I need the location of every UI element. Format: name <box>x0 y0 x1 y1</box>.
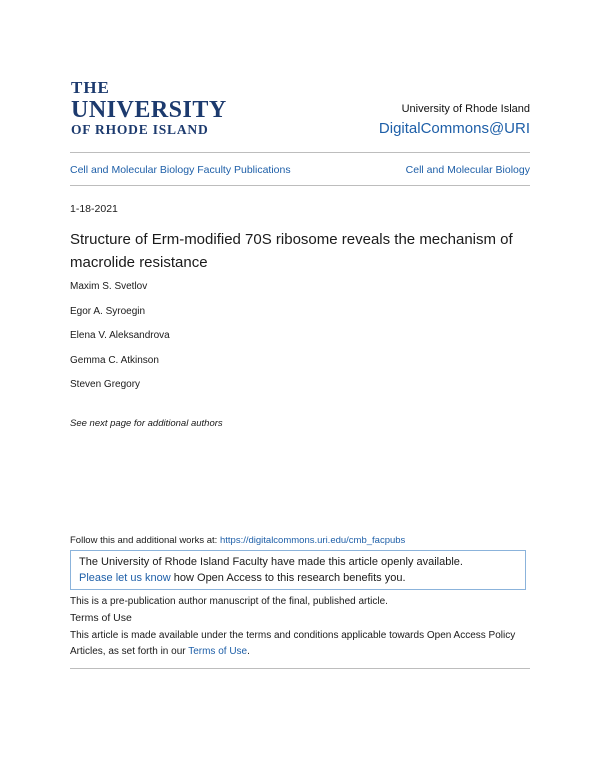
terms-heading: Terms of Use <box>70 612 132 624</box>
logo-line-university: UNIVERSITY <box>71 97 227 123</box>
feedback-link[interactable]: Please let us know <box>79 571 171 584</box>
notice-line-2-text: how Open Access to this research benefits you. <box>170 571 406 584</box>
author-item: Elena V. Aleksandrova <box>70 330 170 341</box>
publication-date: 1-18-2021 <box>70 203 118 215</box>
logo-line-rhode-island: OF RHODE ISLAND <box>71 122 209 137</box>
footer-divider <box>70 668 530 669</box>
paper-title: Structure of Erm-modified 70S ribosome reveals the mechanism of macrolide resistance <box>70 231 513 271</box>
terms-body: This article is made available under the terms and conditions applicable towards Open Access Policy Articles, as set forth in our <box>70 630 516 657</box>
nav-divider <box>70 185 530 186</box>
terms-end: . <box>247 646 250 657</box>
author-item: Steven Gregory <box>70 379 141 390</box>
terms-text <box>70 628 540 660</box>
open-access-notice <box>70 550 526 590</box>
header-divider <box>70 152 530 153</box>
follow-link[interactable]: https://digitalcommons.uri.edu/cmb_facpubs <box>219 535 406 546</box>
logo-line-the: THE <box>71 78 110 97</box>
terms-of-use-link[interactable]: Terms of Use <box>188 646 248 657</box>
additional-authors-note: See next page for additional authors <box>70 418 223 429</box>
notice-line-1: The University of Rhode Island Faculty have made this article openly available. <box>79 556 463 568</box>
prepublication-note: This is a pre-publication author manuscript of the final, published article. <box>70 596 388 607</box>
follow-prefix: Follow this and additional works at: <box>70 535 220 546</box>
collection-link[interactable]: Cell and Molecular Biology Faculty Publications <box>70 164 291 176</box>
author-item: Gemma C. Atkinson <box>70 354 159 366</box>
department-link[interactable]: Cell and Molecular Biology <box>405 164 530 176</box>
author-item: Maxim S. Svetlov <box>70 281 148 292</box>
author-list <box>70 280 170 403</box>
author-item: Egor A. Syroegin <box>70 305 146 317</box>
notice-line-2 <box>79 571 517 587</box>
institution-name: University of Rhode Island <box>401 103 530 115</box>
university-logo <box>71 78 227 138</box>
follow-line <box>70 535 405 546</box>
digitalcommons-link[interactable]: DigitalCommons@URI <box>378 120 530 137</box>
